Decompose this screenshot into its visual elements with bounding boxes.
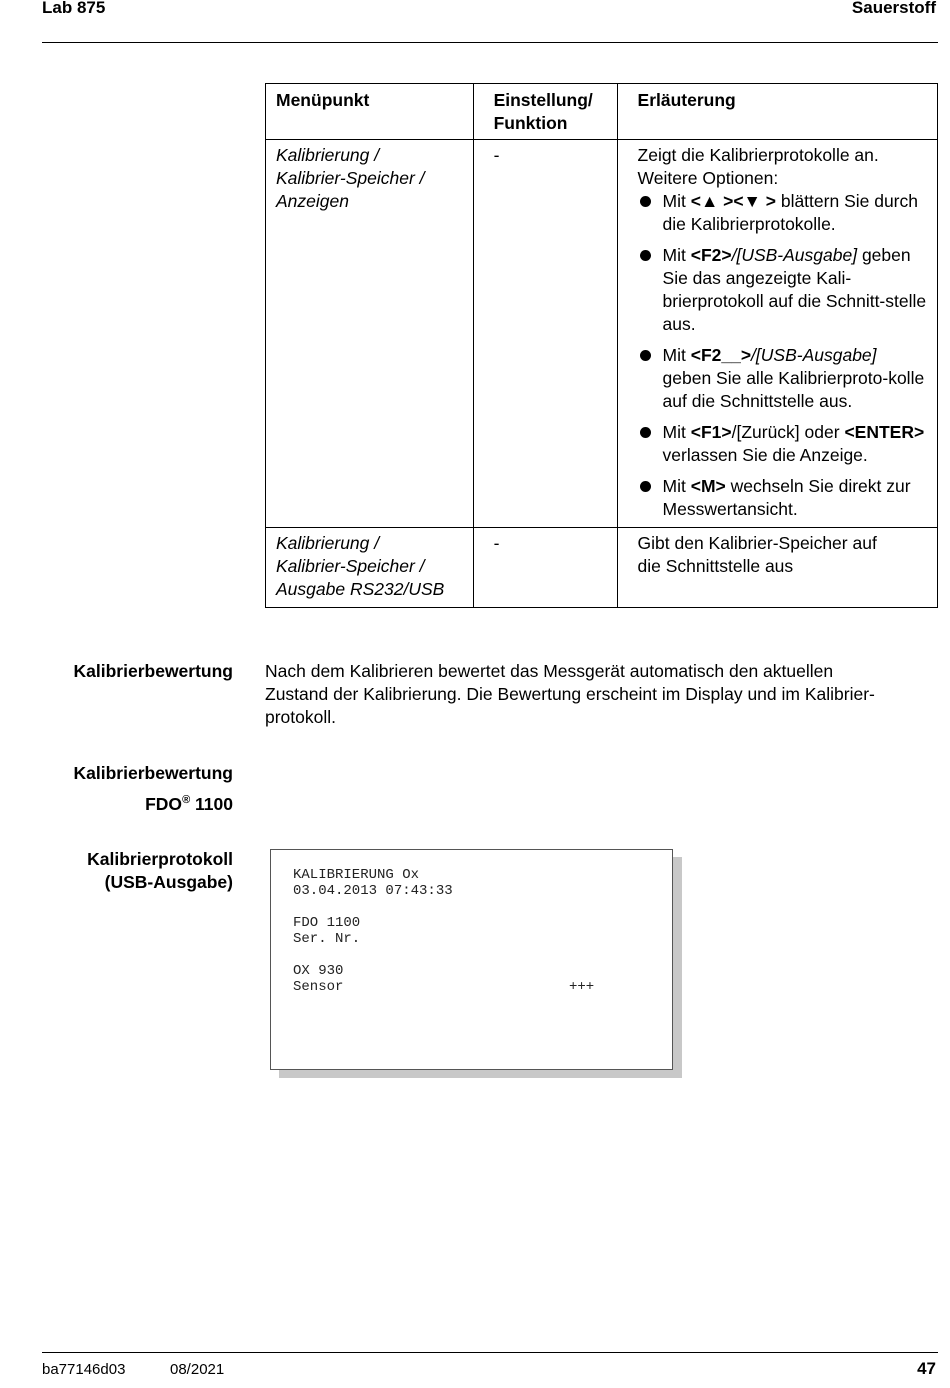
col-header-explanation: Erläuterung — [617, 84, 937, 140]
list-item: Mit <F2__>/[USB-Ausgabe] geben Sie alle Kalibrierproto-kolle auf die Schnittstelle aus. — [638, 344, 927, 413]
list-item: Mit <F1>/[Zurück] oder <ENTER> verlassen Sie die Anzeige. — [638, 421, 927, 467]
options-list — [638, 190, 927, 521]
protocol-line: 03.04.2013 07:43:33 — [293, 883, 453, 899]
table-header-row — [266, 84, 938, 140]
protocol-line: KALIBRIERUNG Ox — [293, 867, 420, 883]
table-row — [266, 528, 938, 608]
protocol-line: Sensor +++ — [293, 979, 595, 995]
col-header-setting: Einstellung/ Funktion — [473, 84, 617, 140]
setting-cell: - — [473, 528, 617, 608]
list-item: Mit <▲ ><▼ > blättern Sie durch die Kalibrierprotokolle. — [638, 190, 927, 236]
menu-cell: Kalibrierung / Kalibrier-Speicher / Anzeigen — [266, 140, 474, 528]
kalibrierbewertung-label: Kalibrierbewertung — [73, 661, 233, 681]
bullet-icon — [640, 427, 651, 438]
bullet-icon — [640, 250, 651, 261]
page-number: 47 — [917, 1359, 936, 1378]
explanation-cell: Gibt den Kalibrier-Speicher auf die Schnittstelle aus — [617, 528, 937, 608]
list-item: Mit <M> wechseln Sie direkt zur Messwertansicht. — [638, 475, 927, 521]
protocol-line: Ser. Nr. — [293, 931, 361, 947]
explanation-cell: Zeigt die Kalibrierprotokolle an. Weitere Optionen: Mit <▲ ><▼ > blättern Sie durch die Kalibrierprotokolle. Mit <F2>/[USB-Ausgabe] geben Sie das angezeigte Kali-brierprotokoll auf die Schnitt-stelle aus. Mit <F2__>/[USB-Ausgabe] geben Sie alle Kalibrierproto-kolle auf die Schnittstelle aus. Mit <F1>/[Zurück] oder <ENTER> verlassen Sie die Anzeige. Mit <M> wechseln Sie direkt zur Messwertansicht. — [617, 140, 937, 528]
header-title: Lab 875 — [42, 0, 106, 17]
setting-cell: - — [473, 140, 617, 528]
kalibrierbewertung-text: Nach dem Kalibrieren bewertet das Messgerät automatisch den aktuellen Zustand der Kalibrierung. Die Bewertung erscheint im Display und im Kalibrier- protokoll. — [265, 661, 875, 727]
protocol-value: +++ — [569, 979, 595, 995]
footer-rule — [42, 1352, 938, 1353]
menu-table — [265, 83, 938, 608]
header-section: Sauerstoff — [851, 0, 936, 17]
footer-date: 08/2021 — [170, 1361, 225, 1378]
menu-cell: Kalibrierung / Kalibrier-Speicher / Ausgabe RS232/USB — [266, 528, 474, 608]
col-header-menu: Menüpunkt — [266, 84, 474, 140]
bullet-icon — [640, 481, 651, 492]
table-row — [266, 140, 938, 528]
protocol-line: OX 930 — [293, 963, 344, 979]
header-rule — [42, 42, 938, 43]
fdo-label: Kalibrierbewertung FDO® 1100 — [73, 763, 233, 814]
footer-doc-id: ba77146d03 — [42, 1361, 126, 1378]
list-item: Mit <F2>/[USB-Ausgabe] geben Sie das angezeigte Kali-brierprotokoll auf die Schnitt-stelle aus. — [638, 244, 927, 336]
protocol-line: FDO 1100 — [293, 915, 361, 931]
bullet-icon — [640, 196, 651, 207]
bullet-icon — [640, 350, 651, 361]
protokoll-label: Kalibrierprotokoll (USB-Ausgabe) — [87, 849, 233, 892]
protocol-printout — [270, 849, 673, 1070]
